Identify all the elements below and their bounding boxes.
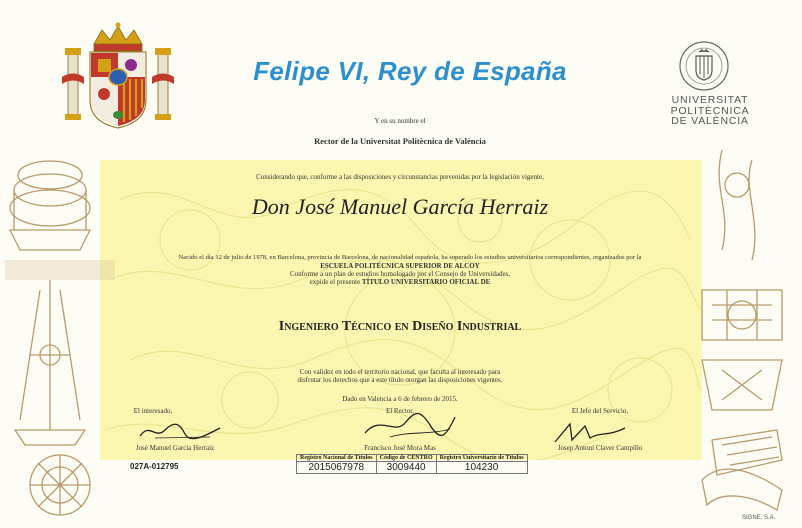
upv-seal-icon (676, 40, 732, 92)
expide-prefix: expide el presente (309, 278, 361, 286)
en-su-nombre-text: Y en su nombre el (374, 117, 426, 125)
rector-name: Francisco José Mora Mas (364, 444, 436, 452)
interesado-signature (135, 418, 225, 444)
university-name-line-3: DE VALÈNCIA (671, 115, 749, 127)
escuela-text: ESCUELA POLITÉCNICA SUPERIOR DE ALCOY (320, 262, 480, 270)
left-machine-drawing (0, 130, 120, 520)
interesado-label: El interesado, (133, 407, 173, 415)
expide-bold: TÍTULO UNIVERSITARIO OFICIAL DE (361, 278, 491, 286)
recipient-name: Don José Manuel García Herraiz (251, 194, 549, 219)
jefe-name: Josep Antoni Claver Campillo (557, 444, 643, 452)
validez-line-1: Con validez en todo el territorio nacional, que faculta al interesado para (299, 368, 501, 376)
nacido-text: Nacido el día 12 de julio de 1978, en Barcelona, provincia de Barcelona, de nacionalidad española, ha superado los estudios universitarios correspondientes, organizados por la (178, 254, 642, 261)
jefe-signature (550, 418, 630, 446)
expide-text (220, 278, 580, 286)
main-title: Felipe VI, Rey de España (253, 56, 567, 86)
registry-universitario-value: 104230 (436, 462, 527, 474)
spain-coat-of-arms-icon (62, 22, 174, 134)
registry-universitario-label: Registro Universitario de Títulos (436, 455, 527, 462)
university-name (660, 95, 760, 127)
registry-nacional-label: Registro Nacional de Títulos (297, 455, 377, 462)
interesado-name: José Manuel García Herraiz (135, 444, 215, 452)
university-name-line-1: UNIVERSITAT (671, 94, 749, 106)
registry-table (296, 454, 528, 474)
jefe-label: El Jefe del Servicio, (571, 407, 629, 415)
rector-line: Rector de la Universitat Politècnica de València (314, 136, 486, 146)
validez-line-2: disfrutar los derechos que a este título otorgan las disposiciones vigentes. (297, 376, 503, 384)
degree-title: Ingeniero Técnico en Diseño Industrial (278, 319, 522, 334)
university-name-line-2: POLITÈCNICA (670, 104, 750, 117)
printer-mark: SIGNE, S.A. (742, 515, 776, 521)
registry-centro-label: Código de CENTRO (376, 455, 436, 462)
rector-label: El Rector, (385, 407, 415, 415)
right-machine-drawing (682, 130, 802, 520)
conforme-text: Conforme a un plan de estudios homologado por el Consejo de Universidades, (289, 270, 511, 278)
dado-text: Dado en Valencia a 6 de febrero de 2015. (342, 395, 458, 403)
considerando-text: Considerando que, conforme a las disposiciones y circunstancias prevenidas por la legislación vigente, (256, 173, 544, 181)
registry-nacional-value: 2015067978 (297, 462, 377, 474)
registry-centro-value: 3009440 (376, 462, 436, 474)
serial-number: 027A-012795 (130, 462, 179, 471)
rector-signature (360, 405, 460, 443)
